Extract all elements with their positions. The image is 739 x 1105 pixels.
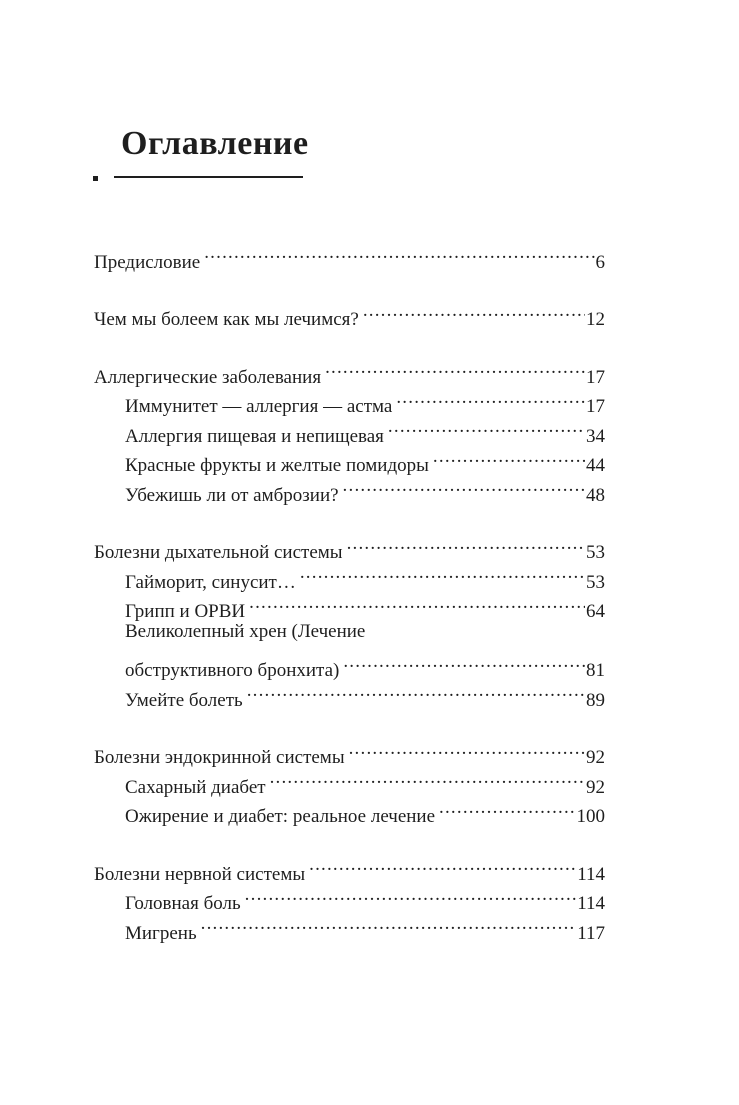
toc-entry-label: Ожирение и диабет: реальное лечение: [125, 806, 436, 827]
toc-entry-label: Иммунитет — аллергия — астма: [125, 396, 393, 417]
toc-page-number: 6: [595, 251, 605, 273]
toc-page-number: 48: [586, 484, 605, 506]
toc-page-number: 92: [586, 747, 605, 768]
dot-leader: [433, 442, 585, 472]
title-underline: [114, 176, 303, 178]
dot-leader: [247, 676, 585, 706]
toc-page-number: 17: [586, 396, 605, 417]
dot-leader: [325, 353, 585, 383]
dot-leader: [439, 793, 575, 823]
toc-entry-label: Красные фрукты и желтые помидоры: [125, 455, 429, 476]
toc-section: [94, 734, 605, 827]
toc-subentry-multiline: [94, 617, 605, 681]
toc-entry-label: Убежишь ли от амброзии?: [125, 484, 339, 506]
dot-leader: [363, 296, 585, 326]
toc-page-number: 117: [577, 922, 605, 944]
toc-entry-label: Мигрень: [125, 922, 197, 944]
dot-leader: [396, 383, 585, 413]
toc-page-number: 34: [586, 425, 605, 447]
toc-entry-label: Гайморит, синусит…: [125, 571, 296, 593]
toc-entry-label: Аллергия пищевая и непищевая: [125, 425, 384, 447]
title-marker: [93, 176, 98, 181]
dot-leader: [249, 588, 585, 618]
dot-leader: [204, 238, 594, 268]
toc-entry: [94, 238, 605, 273]
toc-entry-label-line1: Великолепный хрен (Лечение: [125, 621, 366, 642]
toc-entry-label: Болезни нервной системы: [94, 863, 306, 885]
dot-leader: [388, 412, 585, 442]
page-title: Оглавление: [121, 125, 309, 162]
toc-entry-last-line: [125, 647, 605, 681]
toc-entry-label-line2: обструктивного бронхита): [125, 660, 340, 681]
toc-page-number: 53: [586, 571, 605, 593]
toc-entry: [94, 734, 605, 768]
toc-entry-label: Умейте болеть: [125, 689, 243, 711]
toc-page-number: 100: [576, 806, 605, 827]
toc-page-number: 81: [586, 660, 605, 681]
toc-entry: [94, 850, 605, 885]
toc-page-number: 17: [586, 366, 605, 388]
toc-page-number: 12: [586, 309, 605, 330]
toc-entry-label: Болезни дыхательной системы: [94, 542, 343, 563]
table-of-contents: [94, 238, 605, 967]
toc-entry-label: Грипп и ОРВИ: [125, 601, 246, 622]
toc-section: [94, 296, 605, 330]
toc-entry-label: Сахарный диабет: [125, 776, 266, 798]
dot-leader: [245, 880, 577, 910]
dot-leader: [343, 471, 585, 501]
dot-leader: [343, 647, 585, 677]
toc-entry: [94, 353, 605, 388]
dot-leader: [347, 529, 585, 559]
dot-leader: [300, 558, 585, 588]
toc-entry-label: Чем мы болеем как мы лечимся?: [94, 309, 359, 330]
toc-entry-label: Предисловие: [94, 251, 201, 273]
toc-section: [94, 238, 605, 273]
toc-section: [94, 850, 605, 944]
toc-page-number: 92: [586, 776, 605, 798]
toc-page-number: 89: [586, 689, 605, 711]
dot-leader: [270, 763, 585, 793]
toc-page-number: 53: [586, 542, 605, 563]
toc-entry: [94, 296, 605, 330]
toc-entry-label: Болезни эндокринной системы: [94, 747, 345, 768]
toc-section: [94, 353, 605, 506]
toc-section: [94, 529, 605, 711]
toc-page-number: 114: [577, 863, 605, 885]
toc-page-number: 64: [586, 601, 605, 622]
dot-leader: [349, 734, 585, 764]
dot-leader: [309, 850, 576, 880]
toc-entry-label: Головная боль: [125, 893, 241, 914]
dot-leader: [201, 909, 577, 939]
toc-page-number: 44: [586, 455, 605, 476]
toc-entry-label: Аллергические заболевания: [94, 366, 322, 388]
toc-page-number: 114: [577, 893, 605, 914]
toc-entry: [94, 529, 605, 563]
